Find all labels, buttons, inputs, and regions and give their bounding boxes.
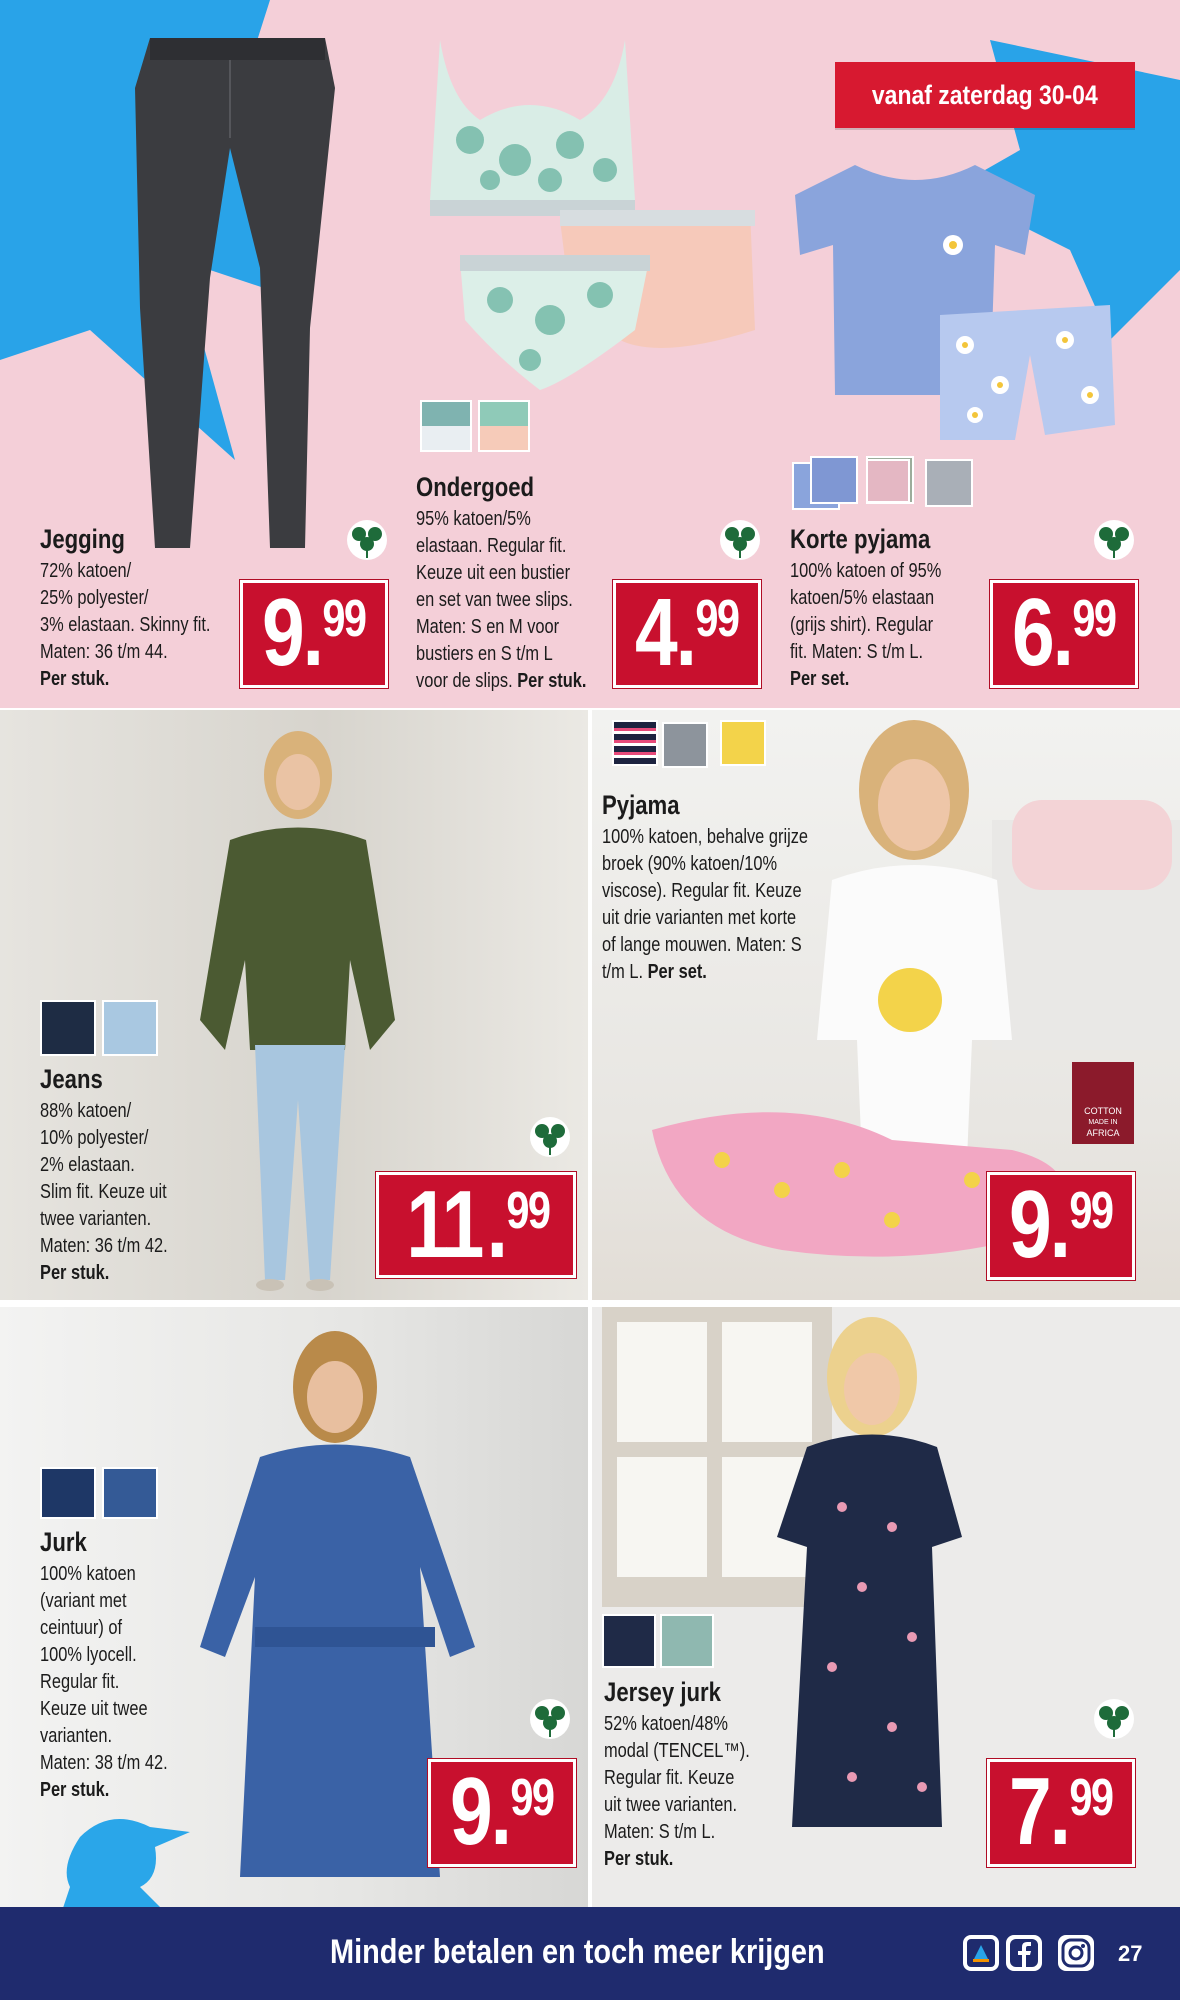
jeans-line: 10% polyester/	[40, 1127, 149, 1149]
korte-pyjama-description	[790, 522, 987, 693]
aldi-icon[interactable]	[963, 1935, 999, 1971]
jeans-title: Jeans	[40, 1064, 103, 1094]
jersey-jurk-line: Regular fit. Keuze	[604, 1767, 735, 1789]
jegging-line: 3% elastaan. Skinny fit.	[40, 614, 211, 636]
pyjama-price: 9 . 99	[987, 1172, 1135, 1280]
jegging-price: 9 . 99	[240, 580, 388, 688]
ondergoed-description	[416, 470, 605, 695]
ondergoed-swatch-1	[420, 400, 472, 452]
jersey-jurk-per: Per stuk.	[604, 1848, 674, 1870]
jersey-jurk-line: Maten: S t/m L.	[604, 1821, 716, 1843]
jurk-panel	[0, 1307, 588, 1907]
jurk-price: 9 . 99	[428, 1759, 576, 1867]
jeans-line: 2% elastaan.	[40, 1154, 135, 1176]
ondergoed-line: elastaan. Regular fit.	[416, 535, 567, 557]
ondergoed-line: en set van twee slips.	[416, 589, 573, 611]
jersey-swatch-1	[602, 1614, 656, 1668]
jurk-line: Regular fit.	[40, 1671, 120, 1693]
ondergoed-line: bustiers en S t/m L	[416, 643, 553, 665]
ondergoed-line: voor de slips.	[416, 670, 513, 692]
pyjama-var-swatch-1	[612, 720, 658, 766]
pyjama-title: Pyjama	[602, 790, 680, 820]
pyjama-swatch-2	[810, 456, 858, 504]
ondergoed-line: Maten: S en M voor	[416, 616, 560, 638]
jurk-line: Keuze uit twee	[40, 1698, 148, 1720]
jersey-jurk-line: 52% katoen/48%	[604, 1713, 729, 1735]
jersey-jurk-title: Jersey jurk	[604, 1677, 721, 1707]
korte-pyjama-line: 100% katoen of 95%	[790, 560, 942, 582]
ondergoed-swatch-2	[478, 400, 530, 452]
pyjama-line: viscose). Regular fit. Keuze	[602, 880, 802, 902]
pyjama-line: uit drie varianten met korte	[602, 907, 797, 929]
jegging-line: 25% polyester/	[40, 587, 149, 609]
pyjama-per: Per set.	[647, 961, 707, 983]
pyjama-line: 100% katoen, behalve grijze	[602, 826, 809, 848]
jurk-swatch-2	[102, 1467, 158, 1519]
jeans-price: 11 . 99	[376, 1172, 576, 1278]
cotton-made-in-africa-label: COTTON MADE IN AFRICA	[1072, 1062, 1134, 1144]
jeans-per: Per stuk.	[40, 1262, 110, 1284]
instagram-icon[interactable]	[1058, 1935, 1094, 1971]
jurk-title: Jurk	[40, 1527, 87, 1557]
jegging-line: Maten: 36 t/m 44.	[40, 641, 168, 663]
ondergoed-line: 95% katoen/5%	[416, 508, 531, 530]
pyjama-line: broek (90% katoen/10%	[602, 853, 778, 875]
jersey-jurk-description	[604, 1675, 768, 1873]
page-number: 27	[1118, 1941, 1143, 1966]
jeans-swatch-dark	[40, 1000, 96, 1056]
cotton-icon	[1092, 1697, 1136, 1741]
korte-pyjama-image	[775, 155, 1125, 455]
jurk-line: ceintuur) of	[40, 1617, 123, 1639]
top-section	[0, 0, 1180, 708]
jurk-swatch-1	[40, 1467, 96, 1519]
jurk-description	[40, 1525, 204, 1804]
jersey-swatch-2	[660, 1614, 714, 1668]
footer-bar	[0, 1907, 1180, 2000]
cotton-icon	[528, 1115, 572, 1159]
jurk-line: (variant met	[40, 1590, 127, 1612]
jersey-jurk-price: 7 . 99	[987, 1759, 1135, 1867]
korte-pyjama-line: fit. Maten: S t/m L.	[790, 641, 924, 663]
facebook-icon[interactable]	[1006, 1935, 1042, 1971]
korte-pyjama-per: Per set.	[790, 668, 850, 690]
jeans-line: Maten: 36 t/m 42.	[40, 1235, 168, 1257]
date-badge: vanaf zaterdag 30-04	[835, 62, 1135, 128]
korte-pyjama-line: (grijs shirt). Regular	[790, 614, 934, 636]
pyjama-var-swatch-2	[662, 722, 708, 768]
korte-pyjama-line: katoen/5% elastaan	[790, 587, 935, 609]
jurk-line: 100% lyocell.	[40, 1644, 137, 1666]
jersey-jurk-panel	[592, 1307, 1180, 1907]
footer-tagline: Minder betalen en toch meer krijgen	[330, 1933, 825, 1971]
jeans-line: twee varianten.	[40, 1208, 152, 1230]
korte-pyjama-price: 6 . 99	[990, 580, 1138, 688]
jurk-line: Maten: 38 t/m 42.	[40, 1752, 168, 1774]
jeans-swatch-light	[102, 1000, 158, 1056]
korte-pyjama-title: Korte pyjama	[790, 524, 931, 554]
blue-figure-icon	[40, 1807, 200, 1907]
jegging-description	[40, 522, 253, 693]
jegging-title: Jegging	[40, 524, 125, 554]
ondergoed-line: Keuze uit een bustier	[416, 562, 571, 584]
jersey-jurk-line: uit twee varianten.	[604, 1794, 738, 1816]
pyjama-line: t/m L.	[602, 961, 644, 983]
cotton-icon	[1092, 518, 1136, 562]
jegging-image	[130, 28, 340, 558]
pyjama-panel	[592, 710, 1180, 1300]
pyjama-var-swatch-3	[720, 720, 766, 766]
jeans-line: Slim fit. Keuze uit	[40, 1181, 167, 1203]
cotton-icon	[345, 518, 389, 562]
ondergoed-per: Per stuk.	[517, 670, 587, 692]
pyjama-swatch-4	[866, 459, 910, 503]
jurk-line: 100% katoen	[40, 1563, 136, 1585]
ondergoed-price: 4 . 99	[613, 580, 761, 688]
jeans-panel	[0, 710, 588, 1300]
cotton-icon	[718, 518, 762, 562]
jeans-line: 88% katoen/	[40, 1100, 132, 1122]
jurk-per: Per stuk.	[40, 1779, 110, 1801]
jersey-jurk-line: modal (TENCEL™).	[604, 1740, 750, 1762]
pyjama-swatch-5	[925, 459, 973, 507]
ondergoed-title: Ondergoed	[416, 472, 535, 502]
cotton-icon	[528, 1697, 572, 1741]
pyjama-line: of lange mouwen. Maten: S	[602, 934, 802, 956]
ondergoed-image	[420, 30, 760, 410]
jegging-per: Per stuk.	[40, 668, 110, 690]
jeans-description	[40, 1062, 204, 1287]
jurk-line: varianten.	[40, 1725, 113, 1747]
jegging-line: 72% katoen/	[40, 560, 132, 582]
pyjama-description	[602, 788, 815, 986]
